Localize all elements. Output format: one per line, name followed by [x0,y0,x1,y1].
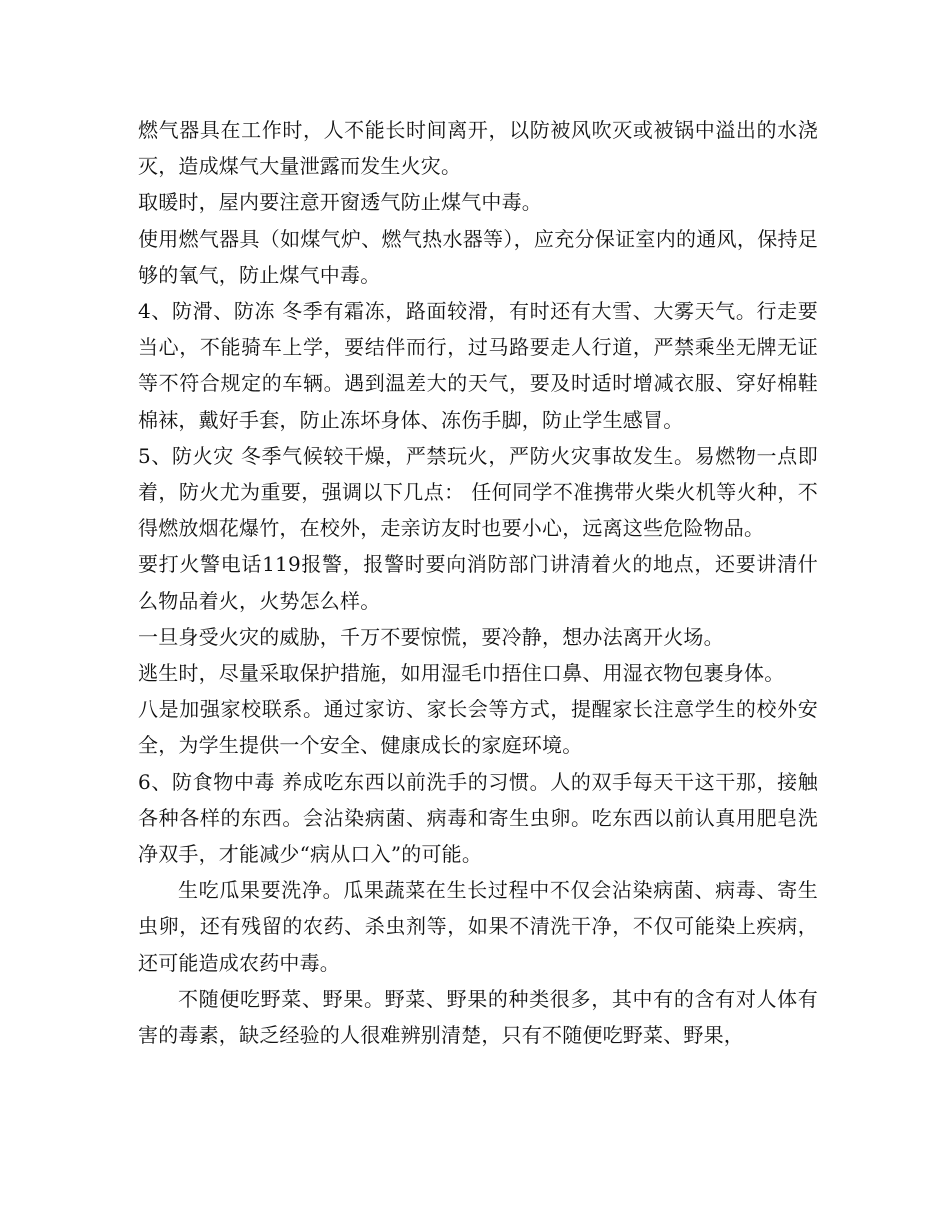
paragraph-wash-fruit: 生吃瓜果要洗净。瓜果蔬菜在生长过程中不仅会沾染病菌、病毒、寄生虫卵，还有残留的农药、杀虫剂等，如果不清洗干净，不仅可能染上疾病，还可能造成农药中毒。 [138,878,818,975]
paragraph-fire-prevention: 5、防火灾 冬季气候较干燥，严禁玩火，严防火灾事故发生。易燃物一点即着，防火尤为重要，强调以下几点： 任何同学不准携带火柴火机等火种，不得燃放烟花爆竹，在校外，走亲访友时也要小心，远离这些危险物品。 [138,443,818,541]
paragraph-home-school: 八是加强家校联系。通过家访、家长会等方式，提醒家长注意学生的校外安全，为学生提供一个安全、健康成长的家庭环境。 [138,697,818,758]
paragraph-escape: 逃生时，尽量采取保护措施，如用湿毛巾捂住口鼻、用湿衣物包裹身体。 [138,661,785,686]
paragraph-stay-calm: 一旦身受火灾的威胁，千万不要惊慌，要冷静，想办法离开火场。 [138,624,724,649]
paragraph-heating: 取暖时，屋内要注意开窗透气防止煤气中毒。 [138,190,542,215]
paragraph-food-poisoning: 6、防食物中毒 养成吃东西以前洗手的习惯。人的双手每天干这干那，接触各种各样的东西。会沾染病菌、病毒和寄生虫卵。吃东西以前认真用肥皂洗净双手，才能减少“病从口入”的可能。 [138,769,818,867]
paragraph-wild-plants: 不随便吃野菜、野果。野菜、野果的种类很多，其中有的含有对人体有害的毒素，缺乏经验的人很难辨别清楚，只有不随便吃野菜、野果， [138,986,818,1048]
paragraph-fire-alarm: 要打火警电话119报警，报警时要向消防部门讲清着火的地点，还要讲清什么物品着火，火势怎么样。 [138,552,818,613]
document-body [138,112,818,1053]
paragraph-ventilation: 使用燃气器具（如煤气炉、燃气热水器等），应充分保证室内的通风，保持足够的氧气，防止煤气中毒。 [138,226,818,287]
paragraph-anti-slip-freeze: 4、防滑、防冻 冬季有霜冻，路面较滑，有时还有大雪、大雾天气。行走要当心，不能骑车上学，要结伴而行，过马路要走人行道，严禁乘坐无牌无证等不符合规定的车辆。遇到温差大的天气，要及时适时增减衣服、穿好棉鞋棉袜，戴好手套，防止冻坏身体、冻伤手脚，防止学生感冒。 [138,299,818,432]
paragraph-gas-appliance: 燃气器具在工作时，人不能长时间离开，以防被风吹灭或被锅中溢出的水浇灭，造成煤气大量泄露而发生火灾。 [138,118,818,179]
